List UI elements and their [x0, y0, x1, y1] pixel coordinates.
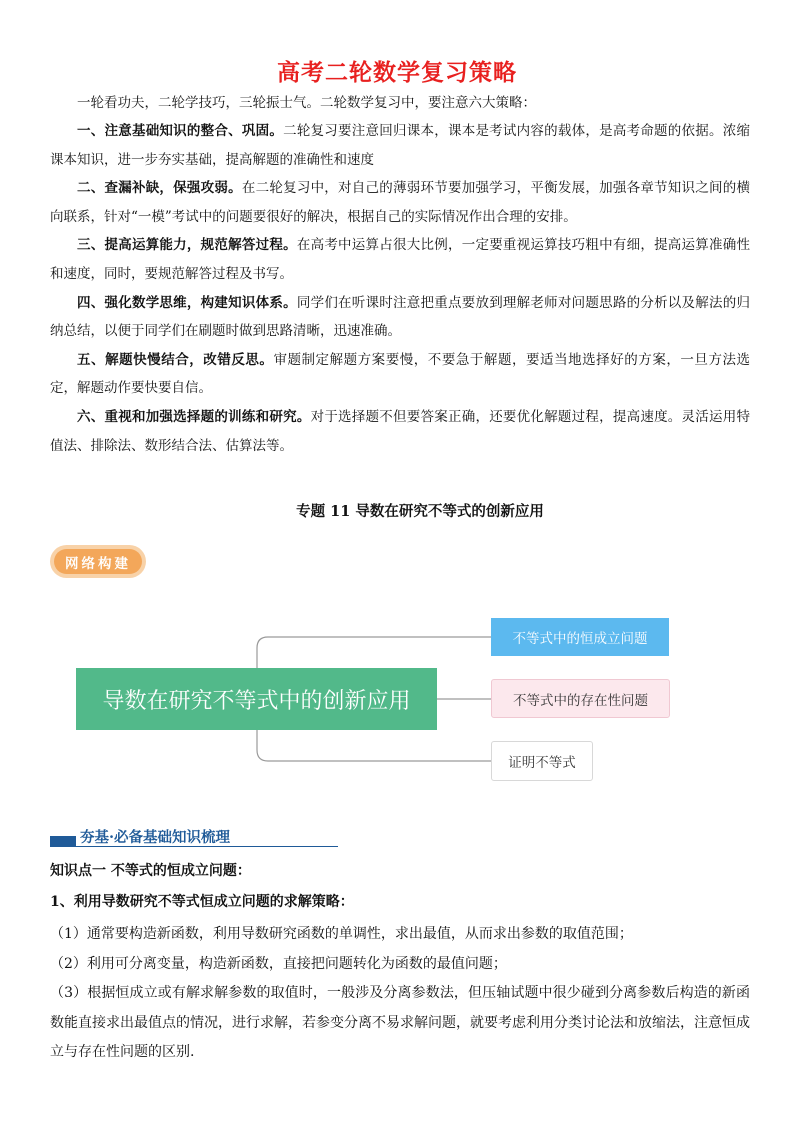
- knowledge-list: [50, 920, 750, 1068]
- mindmap-node-constant: 不等式中的恒成立问题: [491, 618, 669, 656]
- strategy-heading: 一、注意基础知识的整合、巩固。: [77, 123, 284, 139]
- network-badge-label: 网络构建: [54, 549, 142, 574]
- knowledge-item: （3）根据恒成立或有解求解参数的取值时，一般涉及分离参数法，但压轴试题中很少碰到分离参数后构造的新函数能直接求出最值点的情况，进行求解，若参变分离不易求解问题，就要考虑利用分类讨论法和放缩法，注意恒成立与存在性问题的区别.: [50, 985, 750, 1060]
- knowledge-heading: 知识点一 不等式的恒成立问题：: [50, 863, 251, 879]
- section-underline: [50, 846, 338, 847]
- section-title: 夯基·必备基础知识梳理: [80, 829, 231, 846]
- knowledge-item: （1）通常要构造新函数，利用导数研究函数的单调性，求出最值，从而求出参数的取值范围；: [50, 926, 633, 942]
- strategy-heading: 四、强化数学思维，构建知识体系。: [77, 294, 297, 311]
- strategy-body: 在二轮复习中，对自己的薄弱环节要加强学习，平衡发展，加强各章节知识之间的横向联系，针对“一模”考试中的问题要很好的解决，根据自己的实际情况作出合理的安排。: [50, 180, 750, 225]
- mindmap-root: 导数在研究不等式中的创新应用: [76, 668, 437, 730]
- strategy-body: 对于选择题不但要答案正确，还要优化解题过程，提高速度。灵活运用特值法、排除法、数形结合法、估算法等。: [50, 408, 751, 454]
- connector-top: [257, 637, 491, 668]
- connector-bottom: [257, 730, 491, 761]
- strategy-heading: 六、重视和加强选择题的训练和研究。: [77, 408, 311, 425]
- knowledge-item: （2）利用可分离变量，构造新函数，直接把问题转化为函数的最值问题；: [50, 955, 507, 972]
- mindmap-node-existence: 不等式中的存在性问题: [491, 679, 670, 718]
- section-marker: [50, 836, 76, 846]
- page-title: 高考二轮数学复习策略: [277, 60, 517, 86]
- topic-title: 专题 11 导数在研究不等式的创新应用: [296, 503, 544, 520]
- strategy-heading: 三、提高运算能力，规范解答过程。: [77, 237, 297, 254]
- strategy-body: 在高考中运算占很大比例，一定要重视运算技巧粗中有细，提高运算准确性和速度，同时，要规范解答过程及书写。: [50, 237, 751, 282]
- knowledge-subheading: 1、利用导数研究不等式恒成立问题的求解策略：: [50, 894, 354, 910]
- mindmap-node-proof: 证明不等式: [491, 741, 593, 781]
- intro-paragraph: 一轮看功夫，二轮学技巧，三轮振士气。二轮数学复习中，要注意六大策略：: [77, 95, 536, 111]
- strategy-body: 同学们在听课时注意把重点要放到理解老师对问题思路的分析以及解法的归纳总结，以便于同学们在刷题时做到思路清晰，迅速准确。: [50, 294, 751, 340]
- strategy-body: 审题制定解题方案要慢，不要急于解题，要适当地选择好的方案，一旦方法选定，解题动作要快要自信。: [50, 351, 751, 397]
- strategy-heading: 五、解题快慢结合，改错反思。: [77, 351, 274, 368]
- strategy-body: 二轮复习要注意回归课本，课本是考试内容的载体，是高考命题的依据。浓缩课本知识，进一步夯实基础，提高解题的准确性和速度: [50, 123, 750, 168]
- strategy-heading: 二、查漏补缺，保强攻弱。: [77, 180, 242, 197]
